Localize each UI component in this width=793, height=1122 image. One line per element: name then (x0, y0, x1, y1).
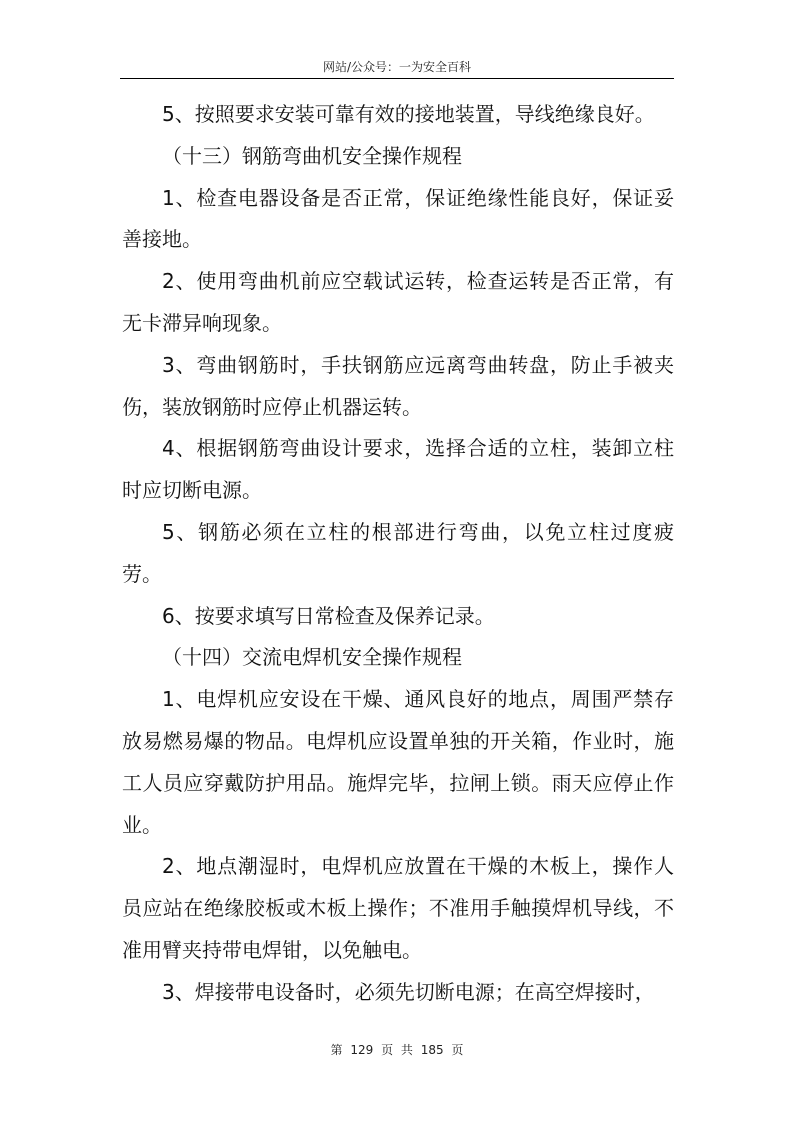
paragraph-item: 4、根据钢筋弯曲设计要求，选择合适的立柱，装卸立柱时应切断电源。 (122, 436, 674, 503)
paragraph-item: 2、地点潮湿时，电焊机应放置在干燥的木板上，操作人员应站在绝缘胶板或木板上操作；不准用手触摸焊机导线，不准用臂夹持带电焊钳，以免触电。 (122, 854, 674, 962)
section-heading-ac-welder: （十四）交流电焊机安全操作规程 (162, 645, 462, 670)
paragraph-item: 3、弯曲钢筋时，手扶钢筋应远离弯曲转盘，防止手被夹伤，装放钢筋时应停止机器运转。 (122, 352, 674, 419)
paragraph-item: 3、焊接带电设备时，必须先切断电源；在高空焊接时， (162, 979, 655, 1004)
paragraph-item: 6、按要求填写日常检查及保养记录。 (162, 603, 495, 628)
header-divider (120, 78, 674, 79)
paragraph-grounding-item: 5、按照要求安装可靠有效的接地装置，导线绝缘良好。 (162, 102, 655, 126)
paragraph-item: 1、检查电器设备是否正常，保证绝缘性能良好，保证妥善接地。 (122, 185, 674, 252)
section-heading-rebar-bender: （十三）钢筋弯曲机安全操作规程 (162, 143, 462, 168)
paragraph-item: 2、使用弯曲机前应空载试运转，检查运转是否正常，有无卡滞异响现象。 (122, 269, 674, 335)
paragraph-item: 1、电焊机应安设在干燥、通风良好的地点，周围严禁存放易燃易爆的物品。电焊机应设置单独的开关箱，作业时，施工人员应穿戴防护用品。施焊完毕，拉闸上锁。雨天应停止作业。 (122, 687, 674, 837)
document-body (122, 94, 674, 1014)
page-header: 网站/公众号：一为安全百科 (322, 60, 472, 74)
page-number-footer: 第 129 页 共 185 页 (330, 1043, 464, 1057)
paragraph-item: 5、钢筋必须在立柱的根部进行弯曲，以免立柱过度疲劳。 (122, 519, 674, 586)
